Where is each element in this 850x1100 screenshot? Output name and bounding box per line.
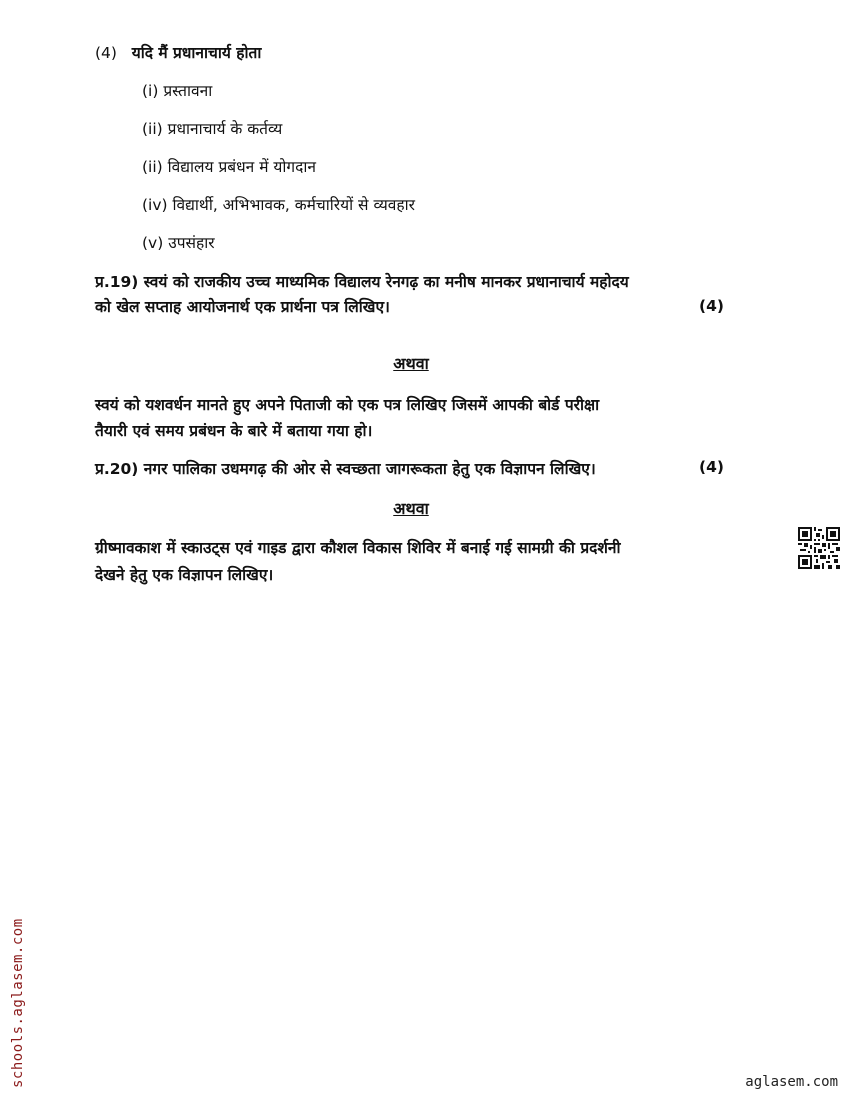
q20-or-heading: अथवा — [393, 499, 429, 518]
q19-alt-text-2: तैयारी एवं समय प्रबंधन के बारे में बताया गया हो। — [95, 422, 373, 440]
q20-label: प्र.20) — [95, 460, 139, 478]
q19-or-heading: अथवा — [393, 354, 429, 373]
q19-alt-text-1: स्वयं को यशवर्धन मानते हुए अपने पिताजी को एक पत्र लिखिए जिसमें आपकी बोर्ड परीक्षा — [95, 396, 600, 414]
essay-number: (4) — [95, 44, 117, 62]
q19-label: प्र.19) — [95, 273, 139, 291]
q19-marks: (4) — [699, 297, 724, 315]
essay-title-line — [95, 42, 261, 64]
footer-watermark: aglasem.com — [745, 1074, 838, 1090]
q19-line-1 — [95, 271, 629, 293]
essay-point: (ii) विद्यालय प्रबंधन में योगदान — [142, 158, 316, 176]
side-watermark: schools.aglasem.com — [10, 918, 26, 1088]
qr-code-icon — [798, 527, 840, 569]
essay-point: (iv) विद्यार्थी, अभिभावक, कर्मचारियों से व्यवहार — [142, 196, 415, 214]
q20-line-1 — [95, 458, 596, 480]
q20-alt-text-2: देखने हेतु एक विज्ञापन लिखिए। — [95, 566, 274, 584]
essay-point: (i) प्रस्तावना — [142, 82, 213, 100]
q19-text-2: को खेल सप्ताह आयोजनार्थ एक प्रार्थना पत्र लिखिए। — [95, 298, 390, 316]
q20-marks: (4) — [699, 458, 724, 476]
q20-alt-text-1: ग्रीष्मावकाश में स्काउट्स एवं गाइड द्वारा कौशल विकास शिविर में बनाई गई सामग्री की प्रदर्शनी — [95, 539, 621, 557]
essay-point: (v) उपसंहार — [142, 234, 215, 252]
essay-title: यदि मैं प्रधानाचार्य होता — [131, 44, 262, 62]
q20-text-1: नगर पालिका उधमगढ़ की ओर से स्वच्छता जागरूकता हेतु एक विज्ञापन लिखिए। — [143, 460, 596, 478]
q19-text-1: स्वयं को राजकीय उच्च माध्यमिक विद्यालय रेनगढ़ का मनीष मानकर प्रधानाचार्य महोदय — [143, 273, 629, 291]
essay-point: (ii) प्रधानाचार्य के कर्तव्य — [142, 120, 283, 138]
